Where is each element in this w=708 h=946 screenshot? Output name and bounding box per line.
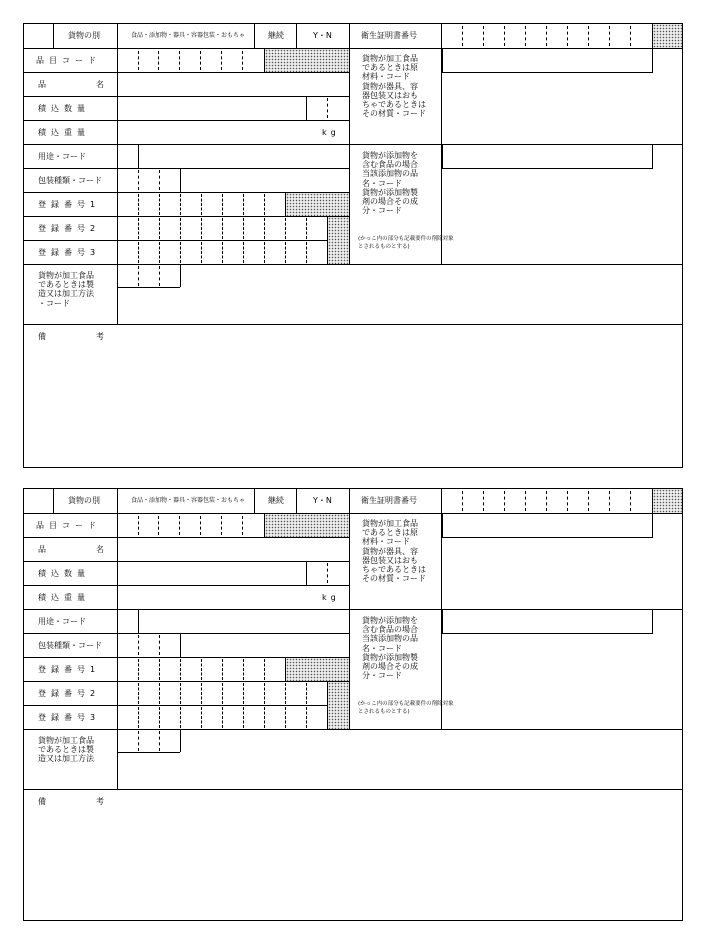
product-name-label: 品名 [38,80,154,89]
item-code-label: 品目コード [36,56,101,65]
health-cert-label: 衛生証明書番号 [361,31,417,40]
additive-note: 貨物が添加物を 含む食品の場合 当該添加物の品 名・コード 貨物が添加物製 剤の場合その成 分・コード [362,616,418,681]
loaded-weight-label: 積込重量 [38,593,90,602]
remarks-input[interactable] [118,325,681,467]
food-import-form-2 [23,488,683,921]
reg-no-3-label: 登録番号3 [38,248,101,257]
remarks-label: 備考 [38,797,154,806]
weight-unit: kg [322,128,340,137]
loaded-weight-label: 積込重量 [38,128,90,137]
reg-no-2-label: 登録番号2 [38,689,101,698]
cargo-type-label: 貨物の別 [68,496,100,505]
product-name-input[interactable] [118,538,349,561]
loaded-qty-label: 積込数量 [38,104,90,113]
reg-no-2-label: 登録番号2 [38,224,101,233]
additive-small-note: (かっこ内の部分も記載要件の削除対象 とされるものとする) [358,701,454,715]
loaded-qty-input[interactable] [118,562,306,585]
reg-no-3-label: 登録番号3 [38,713,101,722]
cargo-type-options: 食品・添加物・器具・容器包装・おもちゃ [131,32,246,39]
food-import-form-1 [23,23,683,468]
raw-material-note: 貨物が加工食品 であるときは原 材料・コード 貨物が器具、容 器包装又はおも ちゃであるときは その材質・コード [362,519,426,584]
use-code-input[interactable] [139,145,349,168]
packaging-code-input[interactable] [181,169,349,192]
cargo-type-options: 食品・添加物・器具・容器包装・おもちゃ [131,497,246,504]
health-cert-input[interactable] [442,489,652,513]
additive-code-input[interactable] [442,609,653,634]
product-name-input[interactable] [118,73,349,96]
remarks-label: 備考 [38,332,154,341]
health-cert-input[interactable] [442,24,652,48]
item-code-label: 品目コード [36,521,101,530]
cargo-type-label: 貨物の別 [68,31,100,40]
packaging-code-label: 包装種類・コード [38,176,102,185]
raw-material-note: 貨物が加工食品 であるときは原 材料・コード 貨物が器具、容 器包装又はおも ちゃであるときは その材質・コード [362,54,426,119]
loaded-weight-input[interactable] [118,121,349,144]
method-input[interactable] [181,730,681,788]
loaded-qty-label: 積込数量 [38,569,90,578]
continuation-label: 継続 [268,496,284,505]
method-note: 貨物が加工食品 であるときは製 造又は加工方法 ・コード [38,271,94,308]
raw-material-code-input[interactable] [442,513,653,538]
use-code-input[interactable] [139,610,349,633]
additive-code-input[interactable] [442,144,653,169]
packaging-code-label: 包装種類・コード [38,641,102,650]
loaded-weight-input[interactable] [118,586,349,609]
continuation-label: 継続 [268,31,284,40]
method-note: 貨物が加工食品 であるときは製 造又は加工方法 [38,736,94,764]
raw-material-code-input[interactable] [442,48,653,73]
health-cert-label: 衛生証明書番号 [361,496,417,505]
reg-no-1-label: 登録番号1 [38,665,101,674]
packaging-code-input[interactable] [181,634,349,657]
continuation-value: Y・N [313,496,332,505]
loaded-qty-input[interactable] [118,97,306,120]
product-name-label: 品名 [38,545,154,554]
additive-small-note: (かっこ内の部分も記載要件の削除対象 とされるものとする) [358,236,454,250]
additive-note: 貨物が添加物を 含む食品の場合 当該添加物の品 名・コード 貨物が添加物製 剤の場合その成 分・コード [362,151,418,216]
weight-unit: kg [322,593,340,602]
use-code-label: 用途・コード [38,152,86,161]
remarks-input[interactable] [118,790,681,920]
continuation-value: Y・N [313,31,332,40]
use-code-label: 用途・コード [38,617,86,626]
method-input[interactable] [181,265,681,323]
reg-no-1-label: 登録番号1 [38,200,101,209]
